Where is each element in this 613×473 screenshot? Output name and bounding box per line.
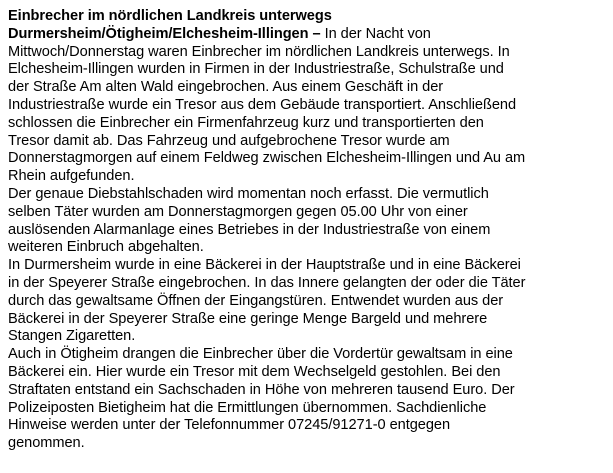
text-line: in der Speyerer Straße eingebrochen. In das Innere gelangten der oder die Täter xyxy=(8,274,526,291)
text-line: Stangen Zigaretten. xyxy=(8,328,136,345)
text-line: Bäckerei ein. Hier wurde ein Tresor mit dem Wechselgeld gestohlen. Bei den xyxy=(8,363,501,380)
text-line: durch das gewaltsame Öffnen der Eingangstüren. Entwendet wurden aus der xyxy=(8,292,504,309)
lead-text: In der Nacht von xyxy=(320,25,431,42)
text-line: genommen. xyxy=(8,435,85,452)
text-line: Straftaten entstand ein Sachschaden in Höhe von mehreren tausend Euro. Der xyxy=(8,381,515,398)
text-line: Polizeiposten Bietigheim hat die Ermittlungen übernommen. Sachdienliche xyxy=(8,399,487,416)
paragraph-2 xyxy=(8,186,608,257)
headline: Einbrecher im nördlichen Landkreis unterwegs xyxy=(8,8,332,24)
text-line: Mittwoch/Donnerstag waren Einbrecher im nördlichen Landkreis unterwegs. In xyxy=(8,43,510,60)
text-line: schlossen die Einbrecher ein Firmenfahrzeug kurz und transportierten den xyxy=(8,114,484,131)
text-line: Industriestraße wurde ein Tresor aus dem Gebäude transportiert. Anschließend xyxy=(8,96,517,113)
text-line: selben Täter wurden am Donnerstagmorgen gegen 05.00 Uhr von einer xyxy=(8,203,468,220)
paragraph-3 xyxy=(8,257,608,346)
text-line: Tresor damit ab. Das Fahrzeug und aufgebrochene Tresor wurde am xyxy=(8,132,450,149)
text-line: Rhein aufgefunden. xyxy=(8,168,135,185)
text-line: auslösenden Alarmanlage eines Betriebes in der Industriestraße von einem xyxy=(8,221,491,238)
paragraph-1 xyxy=(8,44,608,186)
text-line: In Durmersheim wurde in eine Bäckerei in der Hauptstraße und in eine Bäckerei xyxy=(8,257,521,274)
text-line: Donnerstagmorgen auf einem Feldweg zwischen Elchesheim-Illingen und Au am xyxy=(8,150,526,167)
text-line: Der genaue Diebstahlschaden wird momentan noch erfasst. Die vermutlich xyxy=(8,185,489,202)
text-line: der Straße Am alten Wald eingebrochen. Aus einem Geschäft in der xyxy=(8,79,444,96)
text-line: Bäckerei in der Speyerer Straße eine geringe Menge Bargeld und mehrere xyxy=(8,310,488,327)
text-line: Hinweise werden unter der Telefonnummer 07245/91271-0 entgegen xyxy=(8,417,451,434)
dateline-locations: Durmersheim/Ötigheim/Elchesheim-Illingen – xyxy=(8,25,321,42)
paragraph-4 xyxy=(8,346,608,453)
text-line: Elchesheim-Illingen wurden in Firmen in der Industriestraße, Schulstraße und xyxy=(8,61,504,78)
press-release-document xyxy=(8,8,608,453)
text-line: Auch in Ötigheim drangen die Einbrecher über die Vordertür gewaltsam in eine xyxy=(8,346,513,363)
lead-line xyxy=(8,26,608,44)
text-line: weiteren Einbruch abgehalten. xyxy=(8,239,204,256)
